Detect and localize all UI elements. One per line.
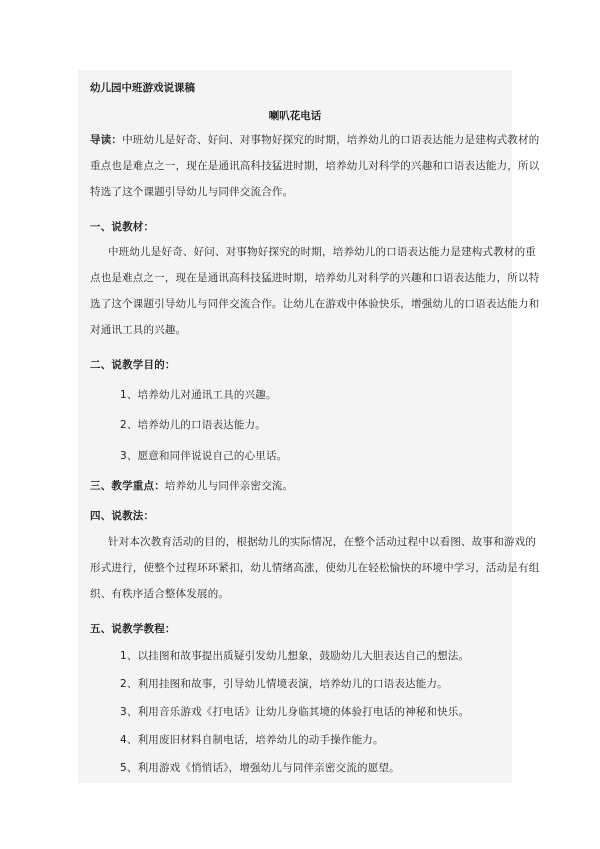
section-2-item-3: 3、愿意和同伴说说自己的心里话。 [120,450,288,462]
section-3-line [90,478,293,493]
section-5-heading: 五、说教学教程： [90,623,176,635]
section-2-heading: 二、说教学目的： [90,359,176,371]
section-5-item-2: 2、利用挂图和故事，引导幼儿情境表演，培养幼儿的口语表达能力。 [120,678,448,690]
section-4-line-3: 织、有秩序适合整体发展的。 [90,588,230,600]
section-5-item-4: 4、利用废旧材料自制电话，培养幼儿的动手操作能力。 [120,734,384,746]
section-1-line-4: 对通讯工具的兴趣。 [90,324,187,336]
section-1-line-3: 选了这个课题引导幼儿与同伴交流合作。让幼儿在游戏中体验快乐，增强幼儿的口语表达能力和 [90,298,540,310]
section-1-line-2: 点也是难点之一，现在是通讯高科技猛进时期，培养幼儿对科学的兴趣和口语表达能力，所以特 [90,272,540,284]
document-sheet [78,70,540,783]
section-4-line-1: 针对本次教育活动的目的，根据幼儿的实际情况，在整个活动过程中以看图、故事和游戏的 [108,536,536,548]
section-5-item-5: 5、利用游戏《悄悄话》，增强幼儿与同伴亲密交流的愿望。 [120,762,400,774]
intro-line-3: 特选了这个课题引导幼儿与同伴交流合作。 [90,186,294,198]
section-3-text: 培养幼儿与同伴亲密交流。 [164,480,294,492]
section-1-line-1: 中班幼儿是好奇、好问、对事物好探究的时期，培养幼儿的口语表达能力是建构式教材的重 [108,246,536,258]
section-5-item-1: 1、以挂图和故事提出质疑引发幼儿想象，鼓励幼儿大胆表达自己的想法。 [120,650,470,662]
section-3-heading: 三、教学重点： [90,480,165,492]
section-1-heading: 一、说教材： [90,221,155,233]
section-2-item-1: 1、培养幼儿对通讯工具的兴趣。 [120,389,277,401]
section-4-heading: 四、说教法： [90,510,155,522]
section-4-line-2: 形式进行，使整个过程环环紧扣，幼儿情绪高涨，使幼儿在轻松愉快的环境中学习，活动是有组 [90,562,540,574]
intro-text-1: 中班幼儿是好奇、好问、对事物好探究的时期，培养幼儿的口语表达能力是建构式教材的 [122,134,540,146]
document-title: 幼儿园中班游戏说课稿 [90,82,195,94]
lesson-title: 喇叭花电话 [268,110,322,122]
intro-line-2: 重点也是难点之一，现在是通讯高科技猛进时期，培养幼儿对科学的兴趣和口语表达能力，所以 [90,160,540,172]
section-5-item-3: 3、利用音乐游戏《打电话》让幼儿身临其境的体验打电话的神秘和快乐。 [120,706,470,718]
intro-label: 导读： [90,134,123,146]
intro-line-1 [90,132,539,147]
section-2-item-2: 2、培养幼儿的口语表达能力。 [120,419,266,431]
